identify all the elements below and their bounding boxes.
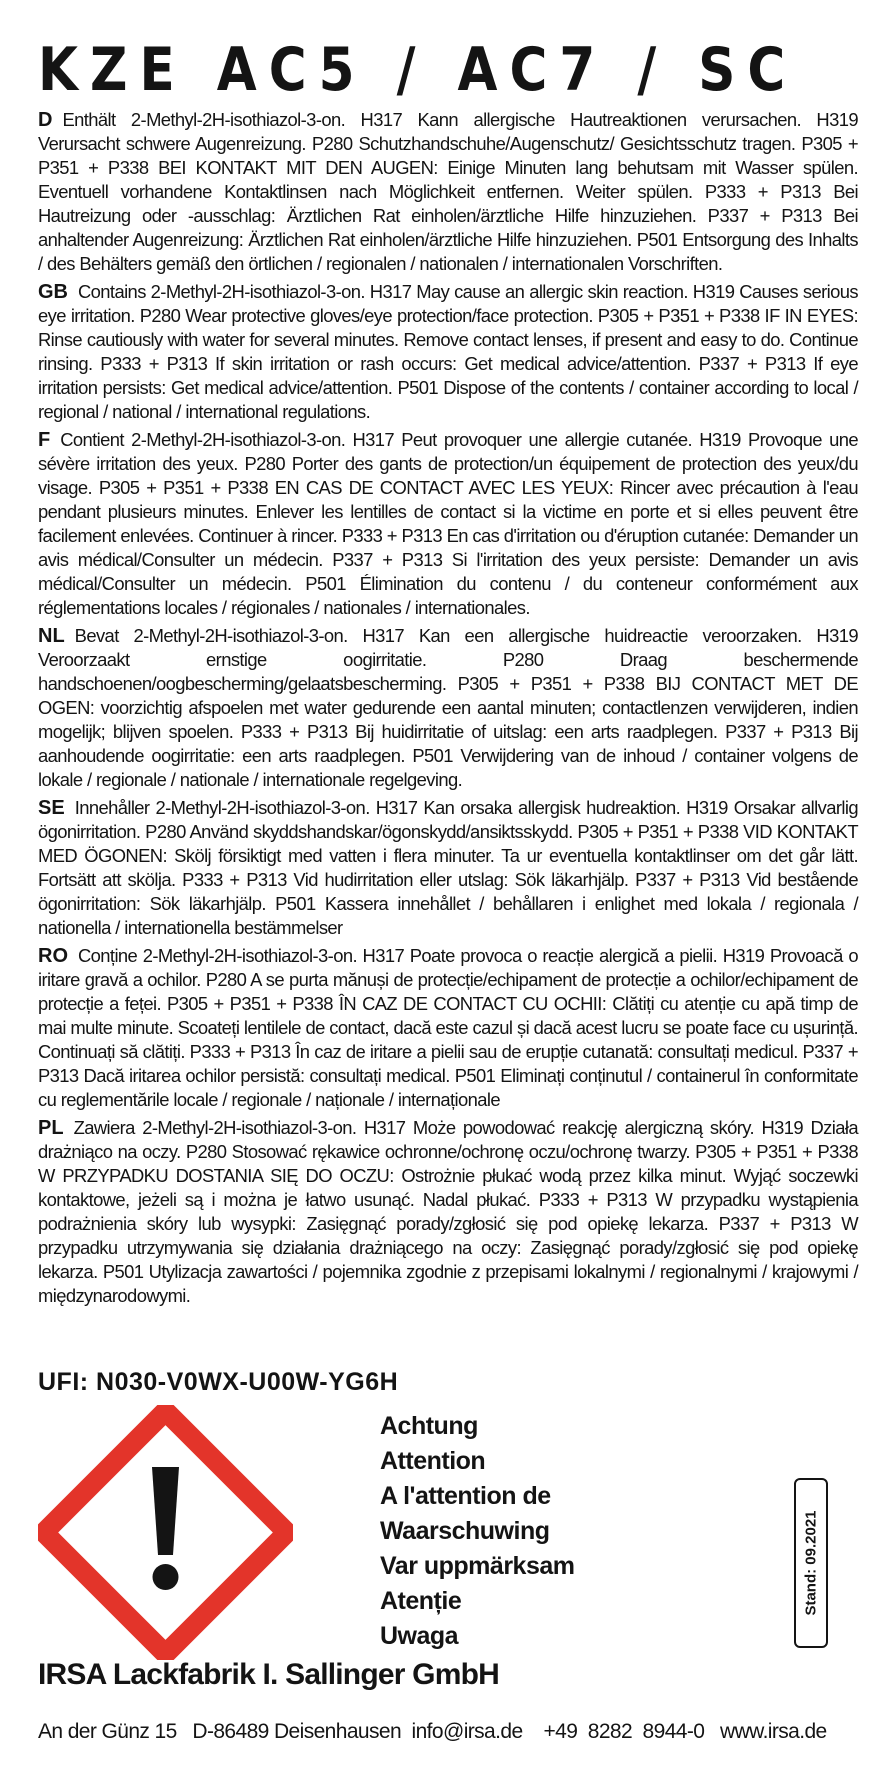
company-address: An der Günz 15 D-86489 Deisenhausen info@irsa.de +49 8282 8944-0 www.irsa.de [38, 1720, 827, 1743]
signal-words [380, 1409, 710, 1654]
language-block-gb [38, 280, 863, 424]
hazard-statements [38, 108, 863, 1312]
signal-word-pl: Uwaga [380, 1622, 459, 1650]
language-block-pl [38, 1116, 863, 1308]
language-block-nl [38, 624, 863, 792]
language-code: GB [38, 281, 68, 303]
revision-stamp [794, 1478, 828, 1648]
signal-word-f: A l'attention de [380, 1482, 551, 1510]
signal-word-se: Var uppmärksam [380, 1552, 575, 1580]
hazard-text: Contient 2-Methyl-2H-isothiazol-3-on. H317 Peut provoquer une allergie cutanée. H319 Provoque une sévère irritation des yeux. P280 Porter des gants de protection/un équipement de protection des yeux/du visage. P305 + P351 + P338 EN CAS DE CONTACT AVEC LES YEUX: Rincer avec précaution à l'eau pendant plusieurs minutes. Enlever les lentilles de contact si la victime en porte et si elles peuvent être facilement enlevées. Continuer à rincer. P333 + P313 En cas d'irritation ou d'éruption cutanée: Demander un avis médical/Consulter un médecin. P337 + P313 Si l'irritation des yeux persiste: Demander un avis médical/Consulter un médecin. P501 Élimination du contenu / du conteneur conformément aux réglementations locales / régionales / nationales / internationales. [38, 429, 863, 618]
company-name: IRSA Lackfabrik I. Sallinger GmbH [38, 1658, 499, 1691]
language-code: D [38, 109, 53, 131]
hazard-text: Zawiera 2-Methyl-2H-isothiazol-3-on. H317 Może powodować reakcję alergiczną skóry. H319 Działa drażniąco na oczy. P280 Stosować rękawice ochronne/ochronę oczu/ochronę twarzy. P305 + P351 + P338 W PRZYPADKU DOSTANIA SIĘ DO OCZU: Ostrożnie płukać wodą przez kilka minut. Wyjąć soczewki kontaktowe, jeżeli są i można je łatwo usunąć. Nadal płukać. P333 + P313 W przypadku wystąpienia podrażnienia skóry lub wysypki: Zasięgnąć porady/zgłosić się pod opiekę lekarza. P337 + P313 W przypadku utrzymywania się działania drażniącego na oczy: Zasięgnąć porady/zgłosić się pod opiekę lekarza. P501 Utylizacja zawartości / pojemnika zgodnie z przepisami lokalnymi / regionalnymi / krajowymi / międzynarodowymi. [38, 1117, 863, 1306]
hazard-text: Enthält 2-Methyl-2H-isothiazol-3-on. H317 Kann allergische Hautreaktionen verursachen. H319 Verursacht schwere Augenreizung. P280 Schutzhandschuhe/Augenschutz/ Gesichtsschutz tragen. P305 + P351 + P338 BEI KONTAKT MIT DEN AUGEN: Einige Minuten lang behutsam mit Wasser spülen. Eventuell vorhandene Kontaktlinsen nach Möglichkeit entfernen. Weiter spülen. P333 + P313 Bei Hautreizung oder -ausschlag: Ärztlichen Rat einholen/ärztliche Hilfe hinzuziehen. P337 + P313 Bei anhaltender Augenreizung: Ärztlichen Rat einholen/ärztliche Hilfe hinzuziehen. P501 Entsorgung des Inhalts / des Behälters gemäß den örtlichen / regionalen / nationalen / internationalen Vorschriften. [38, 109, 863, 274]
revision-date: Stand: 09.2021 [802, 1510, 820, 1616]
language-code: NL [38, 625, 65, 647]
product-title: KZE AC5 / AC7 / SC [38, 35, 798, 105]
hazard-text: Bevat 2-Methyl-2H-isothiazol-3-on. H317 Kan een allergische huidreactie veroorzaken. H319 Veroorzaakt ernstige oogirritatie. P280 Draag beschermende handschoenen/oogbescherming/gelaatsbescherming. P305 + P351 + P338 BIJ CONTACT MET DE OGEN: voorzichtig afspoelen met water gedurende een aantal minuten; contactlenzen verwijderen, indien mogelijk; blijven spoelen. P333 + P313 Bij huidirritatie of uitslag: een arts raadplegen. P337 + P313 Bij aanhoudende oogirritatie: een arts raadplegen. P501 Verwijdering van de inhoud / container volgens de lokale / regionale / nationale / internationale regelgeving. [38, 625, 863, 790]
hazard-text: Conține 2-Methyl-2H-isothiazol-3-on. H317 Poate provoca o reacție alergică a pielii. H319 Provoacă o iritare gravă a ochilor. P280 A se purta mănuși de protecție/echipament de protecție a ochilor/echipament de protecție a feței. P305 + P351 + P338 ÎN CAZ DE CONTACT CU OCHII: Clătiți cu atenție cu apă timp de mai multe minute. Scoateți lentilele de contact, dacă este cazul și dacă acest lucru se poate face cu ușurință. Continuați să clătiți. P333 + P313 În caz de iritare a pielii sau de erupție cutanată: consultați medicul. P337 + P313 Dacă iritarea ochilor persistă: consultați medical. P501 Eliminați conținutul / containerul în conformitate cu reglementările locale / regionale / naționale / internaționale [38, 945, 863, 1110]
language-block-se [38, 796, 863, 940]
hazard-text: Innehåller 2-Methyl-2H-isothiazol-3-on. H317 Kan orsaka allergisk hudreaktion. H319 Orsakar allvarlig ögonirritation. P280 Använd skyddshandskar/ögonskydd/ansiktsskydd. P305 + P351 + P338 VID KONTAKT MED ÖGONEN: Skölj försiktigt med vatten i flera minuter. Ta ur eventuella kontaktlinser om det går lätt. Fortsätt att skölja. P333 + P313 Vid hudirritation eller utslag: Sök läkarhjälp. P337 + P313 Vid bestående ögonirritation: Sök läkarhjälp. P501 Kassera innehållet / behållaren i enlighet med lokala / regionala / nationella / internationella bestämmelser [38, 797, 863, 938]
hazard-text: Contains 2-Methyl-2H-isothiazol-3-on. H317 May cause an allergic skin reaction. H319 Causes serious eye irritation. P280 Wear protective gloves/eye protection/face protection. P305 + P351 + P338 IF IN EYES: Rinse cautiously with water for several minutes. Remove contact lenses, if present and easy to do. Continue rinsing. P333 + P313 If skin irritation or rash occurs: Get medical advice/attention. P337 + P313 If eye irritation persists: Get medical advice/attention. P501 Dispose of the contents / container according to local / regional / national / international regulations. [38, 281, 863, 422]
language-block-f [38, 428, 863, 620]
language-code: SE [38, 797, 65, 819]
language-code: RO [38, 945, 68, 967]
language-code: F [38, 429, 51, 451]
signal-word-de: Achtung [380, 1412, 478, 1440]
language-code: PL [38, 1117, 64, 1139]
signal-word-nl: Waarschuwing [380, 1517, 550, 1545]
signal-word-gb: Attention [380, 1447, 486, 1475]
signal-word-ro: Atenție [380, 1587, 462, 1615]
language-block-de [38, 108, 863, 276]
ufi-code: UFI: N030-V0WX-U00W-YG6H [38, 1368, 399, 1396]
language-block-ro [38, 944, 863, 1112]
ghs07-exclamation-mark-icon [38, 1405, 293, 1660]
